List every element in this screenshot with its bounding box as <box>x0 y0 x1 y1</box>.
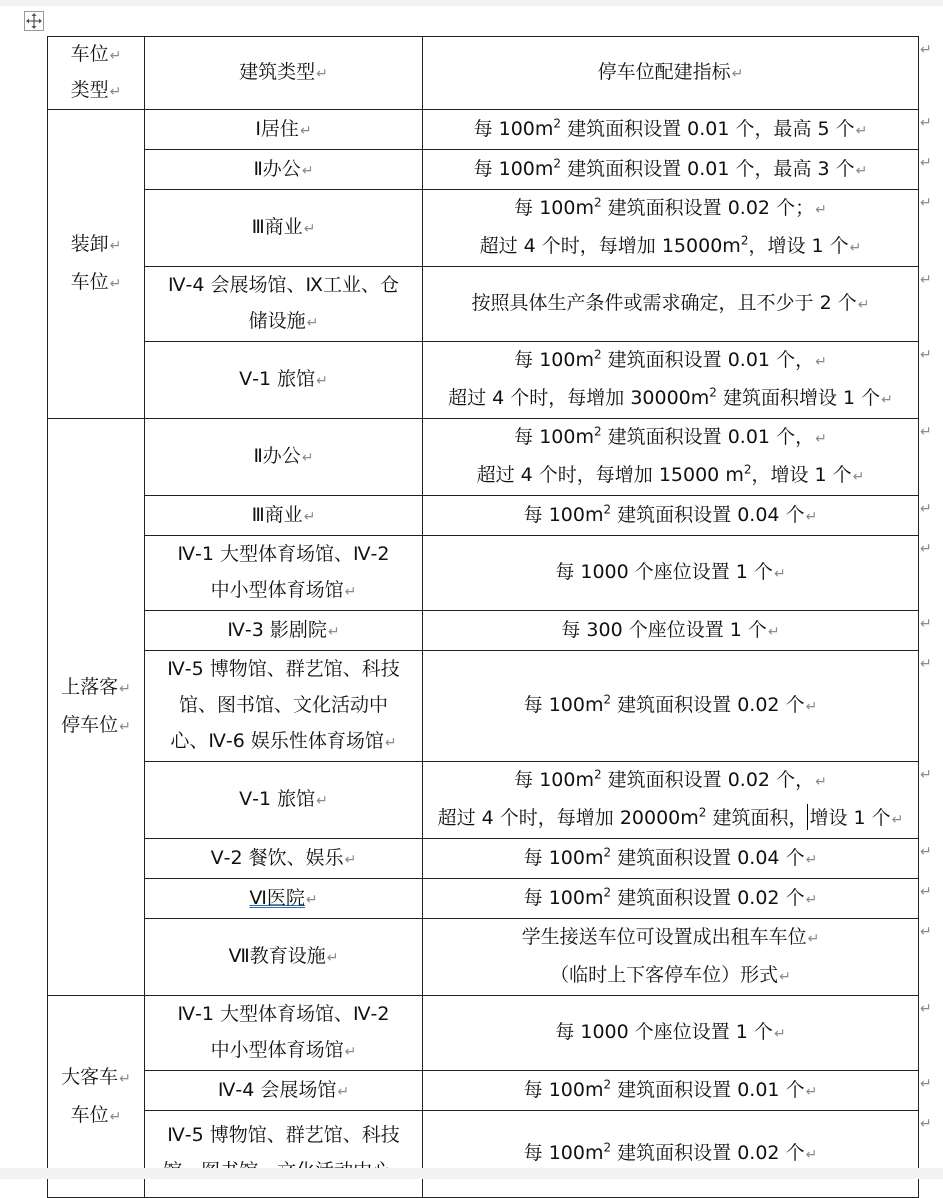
row-end-mark: ↵ <box>920 1000 932 1017</box>
building-type-text: Ⅱ办公 <box>253 157 301 180</box>
paragraph-mark: ↵ <box>855 122 868 139</box>
category-text: 停车位 <box>61 714 119 736</box>
spec-cell <box>423 1111 919 1198</box>
spec-text: 每 100m <box>523 503 604 526</box>
spec-cell <box>423 762 919 839</box>
building-type-cell <box>145 267 423 342</box>
building-type-text: Ⅱ办公 <box>253 445 301 467</box>
header-spec-text: 停车位配建指标 <box>597 61 731 83</box>
building-type-cell <box>145 611 423 651</box>
paragraph-mark: ↵ <box>327 623 340 640</box>
paragraph-mark: ↵ <box>773 566 786 582</box>
row-end-mark: ↵ <box>920 271 932 288</box>
table-row <box>48 419 919 496</box>
spec-line <box>427 497 914 535</box>
spec-line <box>427 880 914 918</box>
building-type-text: 储设施 <box>248 310 306 332</box>
building-type-text: Ⅴ-1 旅馆 <box>239 368 316 390</box>
superscript-exponent: 2 <box>553 116 562 131</box>
superscript-exponent: 2 <box>603 1140 612 1155</box>
paragraph-mark: ↵ <box>767 623 780 640</box>
building-type-cell <box>145 1111 423 1198</box>
category-text: 车位 <box>70 271 109 293</box>
superscript-exponent: 2 <box>594 195 602 210</box>
paragraph-mark: ↵ <box>805 508 818 525</box>
row-end-mark: ↵ <box>920 615 932 632</box>
building-type-cell <box>145 1071 423 1111</box>
spec-text: （临时上下客停车位）形式 <box>550 964 779 986</box>
paragraph-mark: ↵ <box>773 1026 786 1042</box>
building-type-text: Ⅲ商业 <box>251 216 303 238</box>
spec-text: 每 100m <box>523 846 604 869</box>
row-end-mark: ↵ <box>920 423 932 440</box>
row-end-mark: ↵ <box>920 1075 932 1092</box>
building-type-cell <box>145 651 423 762</box>
spec-text: 建筑面积设置 0.02 个， <box>601 769 815 791</box>
spec-text: 超过 4 个时，每增加 15000 m <box>476 464 744 486</box>
row-end-mark: ↵ <box>920 883 932 900</box>
paragraph-mark: ↵ <box>306 315 319 331</box>
spec-text: 建筑面积增设 1 个 <box>716 387 881 409</box>
spec-cell <box>423 1071 919 1111</box>
building-type-text: Ⅲ商业 <box>251 503 303 526</box>
building-type-text: 心、Ⅳ-6 娱乐性体育场馆 <box>170 730 384 752</box>
table-move-handle-icon[interactable] <box>24 11 44 31</box>
paragraph-mark: ↵ <box>109 276 122 292</box>
paragraph-mark: ↵ <box>316 373 328 389</box>
header-building-type-text: 建筑类型 <box>239 61 316 83</box>
paragraph-mark: ↵ <box>326 950 339 966</box>
superscript-exponent: 2 <box>698 805 707 820</box>
row-end-mark: ↵ <box>920 655 932 672</box>
bottom-strip <box>0 1168 943 1179</box>
spec-cell <box>423 110 919 150</box>
spec-cell <box>423 919 919 996</box>
paragraph-mark: ↵ <box>301 450 314 466</box>
spec-text: 每 100m <box>473 117 554 140</box>
spec-cell <box>423 419 919 496</box>
spec-text: ，增设 1 个 <box>748 235 849 257</box>
spec-line <box>427 285 914 323</box>
paragraph-mark: ↵ <box>779 969 791 985</box>
paragraph-mark: ↵ <box>316 66 328 82</box>
paragraph-mark: ↵ <box>344 1044 357 1060</box>
row-end-mark: ↵ <box>920 194 932 211</box>
spec-line <box>427 612 914 650</box>
table-row <box>48 651 919 762</box>
spec-text: 每 100m <box>514 197 594 219</box>
row-end-mark: ↵ <box>920 766 932 783</box>
building-type-text: Ⅳ-5 博物馆、群艺馆、科技 <box>167 658 400 680</box>
spec-line <box>427 840 914 878</box>
paragraph-mark: ↵ <box>109 84 122 100</box>
spec-line <box>427 1014 914 1052</box>
spec-line <box>427 800 914 838</box>
row-end-mark: ↵ <box>920 114 932 131</box>
table-row <box>48 267 919 342</box>
spec-line <box>427 554 914 592</box>
paragraph-mark: ↵ <box>815 431 827 447</box>
spec-text-cursor-split: 增设 1 个 <box>809 807 891 829</box>
superscript-exponent: 2 <box>594 767 602 782</box>
paragraph-mark: ↵ <box>805 891 818 908</box>
table-row <box>48 762 919 839</box>
parking-spec-table <box>47 36 919 1198</box>
spec-text: 每 1000 个座位设置 1 个 <box>555 561 773 583</box>
building-type-text: Ⅳ-4 会展场馆、Ⅸ工业、仓 <box>168 274 399 296</box>
paragraph-mark: ↵ <box>857 297 870 313</box>
spec-cell <box>423 267 919 342</box>
building-type-text: 中小型体育场馆 <box>210 579 344 601</box>
paragraph-mark: ↵ <box>815 354 827 370</box>
spec-cell <box>423 536 919 611</box>
table-header-row <box>48 37 919 110</box>
paragraph-mark: ↵ <box>805 851 818 868</box>
spec-text: 建筑面积设置 0.02 个 <box>611 886 805 909</box>
building-type-cell <box>145 996 423 1071</box>
spec-text: 建筑面积设置 0.01 个 <box>611 1078 805 1101</box>
spec-text: 建筑面积设置 0.02 个 <box>611 1142 805 1164</box>
paragraph-mark: ↵ <box>316 793 328 809</box>
category-text: 大客车 <box>61 1065 119 1088</box>
row-end-mark: ↵ <box>920 500 932 517</box>
spec-text: 每 100m <box>523 1078 604 1101</box>
spec-text: 每 100m <box>514 769 594 791</box>
paragraph-mark: ↵ <box>855 162 868 179</box>
spec-text: 每 100m <box>523 886 604 909</box>
paragraph-mark: ↵ <box>109 238 122 254</box>
header-parking-type-text: 类型 <box>70 79 109 101</box>
category-text: 车位 <box>70 1103 109 1126</box>
superscript-exponent: 2 <box>603 845 612 860</box>
building-type-text: 馆、图书馆、文化活动中 <box>178 694 388 716</box>
spec-line <box>427 380 914 418</box>
spec-text: 超过 4 个时，每增加 15000m <box>479 235 741 257</box>
category-cell <box>48 110 145 419</box>
building-type-cell <box>145 110 423 150</box>
superscript-exponent: 2 <box>709 385 717 400</box>
paragraph-mark: ↵ <box>119 719 131 735</box>
building-type-text: Ⅳ-1 大型体育场馆、Ⅳ-2 <box>177 1003 390 1025</box>
row-end-mark: ↵ <box>920 346 932 363</box>
superscript-exponent: 2 <box>603 1077 612 1092</box>
paragraph-mark: ↵ <box>731 66 744 82</box>
spec-line <box>427 919 914 957</box>
paragraph-mark: ↵ <box>815 202 827 218</box>
superscript-exponent: 2 <box>740 233 749 248</box>
table-row <box>48 611 919 651</box>
building-type-text: Ⅳ-3 影剧院 <box>227 618 327 641</box>
building-type-text: Ⅳ-5 博物馆、群艺馆、科技 <box>167 1124 400 1146</box>
building-type-cell <box>145 342 423 419</box>
building-type-text: Ⅳ-1 大型体育场馆、Ⅳ-2 <box>177 543 390 565</box>
spec-line <box>427 762 914 800</box>
building-type-text: Ⅰ居住 <box>255 117 299 140</box>
building-type-text: Ⅴ-2 餐饮、娱乐 <box>210 846 344 869</box>
spec-text: 学生接送车位可设置成出租车车位 <box>521 926 807 948</box>
table-row <box>48 839 919 879</box>
superscript-exponent: 2 <box>603 502 612 517</box>
paragraph-mark: ↵ <box>852 469 865 485</box>
spec-text: 建筑面积设置 0.02 个 <box>611 694 805 716</box>
spec-cell <box>423 651 919 762</box>
building-type-cell <box>145 496 423 536</box>
superscript-exponent: 2 <box>603 692 612 707</box>
spec-line <box>427 190 914 228</box>
header-cell-parking-type <box>48 37 145 110</box>
spec-text: 建筑面积设置 0.04 个 <box>611 503 805 526</box>
table-row <box>48 342 919 419</box>
spec-text: 超过 4 个时，每增加 30000m <box>448 387 710 409</box>
superscript-exponent: 2 <box>594 424 602 439</box>
paragraph-mark: ↵ <box>805 699 818 715</box>
row-end-mark: ↵ <box>920 540 932 557</box>
spec-text: 每 1000 个座位设置 1 个 <box>555 1021 773 1043</box>
paragraph-mark: ↵ <box>305 891 318 908</box>
paragraph-mark: ↵ <box>119 681 131 697</box>
building-type-cell <box>145 536 423 611</box>
paragraph-mark: ↵ <box>805 1147 818 1163</box>
building-type-cell <box>145 839 423 879</box>
superscript-exponent: 2 <box>553 156 562 171</box>
spec-cell <box>423 611 919 651</box>
spec-text: 每 100m <box>523 1142 604 1164</box>
row-end-mark: ↵ <box>920 1115 932 1132</box>
row-end-mark: ↵ <box>920 41 932 58</box>
paragraph-mark: ↵ <box>119 1070 131 1087</box>
spec-line <box>427 151 914 189</box>
superscript-exponent: 2 <box>603 885 612 900</box>
table-row <box>48 110 919 150</box>
spec-text: 建筑面积设置 0.02 个； <box>601 197 815 219</box>
paragraph-mark: ↵ <box>303 508 316 525</box>
spec-line <box>427 228 914 266</box>
table-row <box>48 150 919 190</box>
spec-text: 每 100m <box>523 694 604 716</box>
spec-text: 建筑面积设置 0.01 个， <box>601 349 815 371</box>
header-cell-building-type <box>145 37 423 110</box>
paragraph-mark: ↵ <box>849 240 862 256</box>
category-text: 上落客 <box>61 676 119 698</box>
table-row <box>48 879 919 919</box>
paragraph-mark: ↵ <box>805 1083 818 1100</box>
table-row <box>48 190 919 267</box>
paragraph-mark: ↵ <box>384 735 397 751</box>
spec-cell <box>423 190 919 267</box>
building-type-text: 中小型体育场馆 <box>210 1039 344 1061</box>
paragraph-mark: ↵ <box>807 931 820 947</box>
table-row <box>48 1111 919 1198</box>
spec-text: 建筑面积设置 0.01 个， <box>601 426 815 448</box>
header-cell-spec <box>423 37 919 110</box>
spec-line <box>427 957 914 995</box>
row-end-mark: ↵ <box>920 843 932 860</box>
paragraph-mark: ↵ <box>881 392 893 408</box>
paragraph-mark: ↵ <box>891 812 904 828</box>
spec-text: 建筑面积设置 0.01 个，最高 3 个 <box>561 157 855 180</box>
spec-line <box>427 457 914 495</box>
building-type-text: Ⅳ-4 会展场馆 <box>217 1078 337 1101</box>
building-type-cell <box>145 762 423 839</box>
spec-text: 每 100m <box>514 349 594 371</box>
spec-line <box>427 111 914 149</box>
paragraph-mark: ↵ <box>301 162 314 179</box>
spec-text: 建筑面积设置 0.01 个，最高 5 个 <box>561 117 855 140</box>
paragraph-mark: ↵ <box>344 851 357 868</box>
spec-text: 每 100m <box>514 426 594 448</box>
paragraph-mark: ↵ <box>815 774 827 790</box>
spec-line <box>427 687 914 725</box>
table-row <box>48 536 919 611</box>
building-type-cell <box>145 150 423 190</box>
spec-text: 按照具体生产条件或需求确定，且不少于 2 个 <box>471 292 857 314</box>
spec-cell <box>423 839 919 879</box>
paragraph-mark: ↵ <box>303 221 316 237</box>
paragraph-mark: ↵ <box>109 1108 122 1125</box>
superscript-exponent: 2 <box>594 347 602 362</box>
spec-cell <box>423 150 919 190</box>
top-toolbar-strip <box>0 0 943 6</box>
spec-text: 建筑面积设置 0.04 个 <box>611 846 805 869</box>
spec-text: ，增设 1 个 <box>751 464 852 486</box>
header-parking-type-text: 车位 <box>70 43 109 65</box>
building-type-cell <box>145 190 423 267</box>
spec-line <box>427 1072 914 1110</box>
row-end-mark: ↵ <box>920 154 932 171</box>
paragraph-mark: ↵ <box>109 48 122 64</box>
spec-text-cursor-split: 建筑面积， <box>706 807 808 829</box>
building-type-text: Ⅴ-1 旅馆 <box>239 788 316 810</box>
category-text: 装卸 <box>70 233 109 255</box>
spec-text: 超过 4 个时，每增加 20000m <box>437 807 699 829</box>
superscript-exponent: 2 <box>743 462 752 477</box>
row-end-mark: ↵ <box>920 923 932 940</box>
table-row <box>48 1071 919 1111</box>
building-type-cell <box>145 419 423 496</box>
spec-text: 每 100m <box>473 157 554 180</box>
table-row <box>48 996 919 1071</box>
building-type-text: Ⅶ教育设施 <box>228 945 326 967</box>
table-row <box>48 496 919 536</box>
spec-cell <box>423 496 919 536</box>
paragraph-mark: ↵ <box>299 122 312 139</box>
building-type-cell <box>145 879 423 919</box>
spec-cell <box>423 342 919 419</box>
spec-cell <box>423 879 919 919</box>
spec-line <box>427 419 914 457</box>
building-type-text: Ⅵ医院 <box>249 886 305 909</box>
spec-cell <box>423 996 919 1071</box>
paragraph-mark: ↵ <box>337 1083 350 1100</box>
building-type-cell <box>145 919 423 996</box>
paragraph-mark: ↵ <box>344 584 357 600</box>
spec-line <box>427 342 914 380</box>
table-row <box>48 919 919 996</box>
spec-text: 每 300 个座位设置 1 个 <box>561 618 767 641</box>
category-cell <box>48 419 145 996</box>
